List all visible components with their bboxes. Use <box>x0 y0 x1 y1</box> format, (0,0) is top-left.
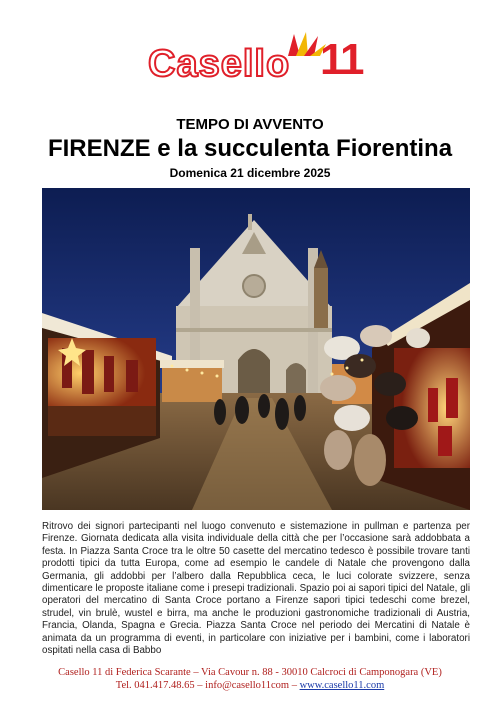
logo-text: Casello <box>148 43 291 85</box>
footer-address: Casello 11 di Federica Scarante – Via Cavour n. 88 - 30010 Calcroci di Camponogara (VE) <box>58 667 442 678</box>
event-date: Domenica 21 dicembre 2025 <box>169 166 331 180</box>
footer-contacts <box>0 679 500 692</box>
description-paragraph: Ritrovo dei signori partecipanti nel luogo convenuto e sistemazione in pullman e partenza per Firenze. Giornata dedicata alla visita individuale della città che per l’occasione sarà addobbata a festa. In Piazza Santa Croce tra le oltre 50 casette del mercatino tedesco è possibile trovare tanti prodotti tipici da tutta Europa, come ad esempio le candele di Natale che provengono dalla Germania, gli addobbi per l’albero dalla Repubblica ceca, le luci colorate svizzere, senza dimenticare le proposte italiane come i presepi tradizionali. Spazio poi ai sapori tipici del Natale, gli operatori del mercatino di Santa Croce portano a Firenze sapori tipici tedeschi come brezel, strudel, vin brulè, wustel e birra, ma anche le produzioni gastronomiche tradizionali di Austria, Francia, Olanda, Spagna e Grecia. Piazza Santa Croce nel periodo dei Mercatini di Natale è animata da un programma di eventi, in particolare con iniziative per i bambini, come i laboratori ospitati nella casa di Babbo <box>42 521 470 657</box>
page-footer <box>0 666 500 692</box>
logo-number: 11 <box>320 35 363 84</box>
page-title: FIRENZE e la succulenta Fiorentina <box>47 135 453 162</box>
event-description <box>42 521 470 657</box>
footer-contact-text: Tel. 041.417.48.65 – info@casello11com – <box>115 680 300 691</box>
brand-logo <box>148 30 366 92</box>
santa-croce-christmas-market-photo <box>42 188 470 510</box>
website-link[interactable]: www.casello11.com <box>299 680 385 691</box>
event-kicker: TEMPO DI AVVENTO <box>176 116 324 133</box>
